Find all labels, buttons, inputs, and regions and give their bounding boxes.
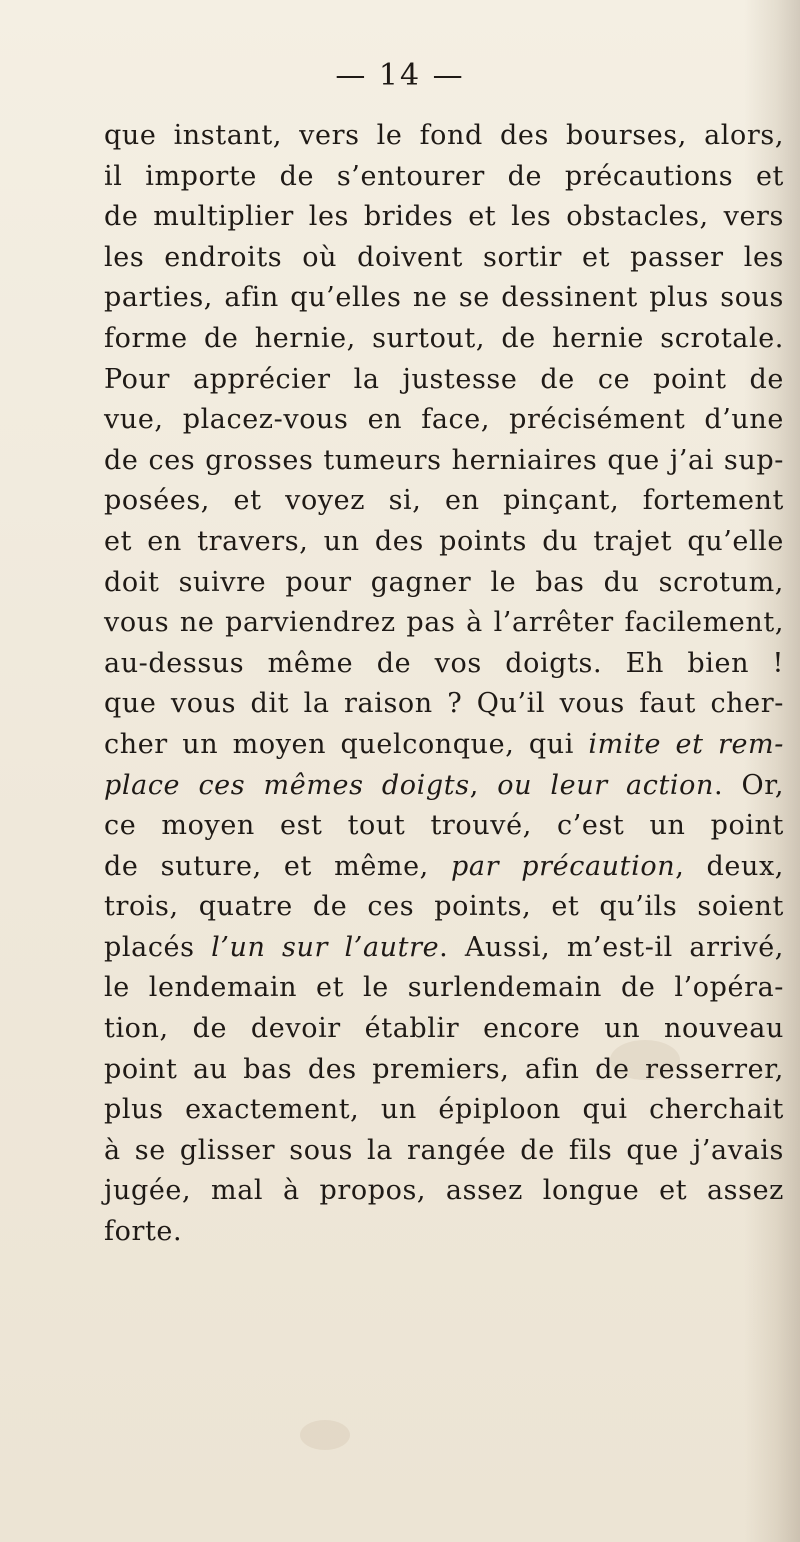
text-line <box>104 1050 784 1091</box>
text-segment: cher un moyen quelconque, qui <box>104 728 589 760</box>
text-line <box>104 481 784 522</box>
text-line <box>104 441 784 482</box>
page-number: — 14 — <box>335 58 465 93</box>
paper-stain <box>300 1420 350 1450</box>
text-line <box>104 603 784 644</box>
text-line <box>104 1171 784 1212</box>
text-line <box>104 928 784 969</box>
text-line <box>104 278 784 319</box>
text-segment: de ces grosses tumeurs herniaires que j’ai sup- <box>104 444 784 476</box>
text-segment: au-dessus même de vos doigts. Eh bien ! <box>104 647 784 679</box>
text-segment: de suture, et même, <box>104 850 452 882</box>
text-segment: , deux, <box>675 850 784 882</box>
italic-text: l’un sur l’autre <box>211 931 440 963</box>
text-line <box>104 887 784 928</box>
text-line <box>104 360 784 401</box>
text-segment: le lendemain et le surlendemain de l’opéra- <box>104 972 784 1004</box>
text-line <box>104 400 784 441</box>
text-line <box>104 522 784 563</box>
body-text <box>104 116 784 1253</box>
text-segment: tion, de devoir établir encore un nouveau <box>104 1013 784 1045</box>
text-segment: parties, afin qu’elles ne se dessinent plus sous <box>104 282 784 314</box>
text-line <box>104 684 784 725</box>
text-segment: trois, quatre de ces points, et qu’ils soient <box>104 891 784 923</box>
text-segment: vous ne parviendrez pas à l’arrêter facilement, <box>104 607 784 639</box>
text-segment: Pour apprécier la justesse de ce point de <box>104 363 784 395</box>
text-segment: , <box>469 769 498 801</box>
text-segment: il importe de s’entourer de précautions et <box>104 160 784 192</box>
text-line <box>104 116 784 157</box>
text-line <box>104 319 784 360</box>
text-segment: que instant, vers le fond des bourses, alors, <box>104 120 784 151</box>
text-segment: à se glisser sous la rangée de fils que j’avais <box>104 1134 784 1166</box>
text-line <box>104 806 784 847</box>
text-line <box>104 1131 784 1172</box>
text-line <box>104 968 784 1009</box>
text-segment: plus exactement, un épiploon qui cherchait <box>104 1094 784 1126</box>
italic-text: imite et rem- <box>588 728 784 760</box>
text-line <box>104 563 784 604</box>
text-segment: doit suivre pour gagner le bas du scrotum, <box>104 566 784 598</box>
text-segment: que vous dit la raison ? Qu’il vous faut cher- <box>104 688 784 720</box>
text-segment: placés <box>104 931 212 963</box>
text-line <box>104 1212 784 1253</box>
text-line <box>104 1090 784 1131</box>
text-segment: et en travers, un des points du trajet qu’elle <box>104 525 784 557</box>
text-line <box>104 157 784 198</box>
text-line <box>104 1009 784 1050</box>
text-line <box>104 238 784 279</box>
italic-text: ou leur action <box>497 769 715 801</box>
text-line <box>104 766 784 807</box>
italic-text: par précaution <box>451 850 676 882</box>
text-segment: les endroits où doivent sortir et passer les <box>104 241 784 273</box>
text-segment: . Or, <box>714 769 784 801</box>
text-segment: forme de hernie, surtout, de hernie scrotale. <box>104 322 784 354</box>
text-segment: de multiplier les brides et les obstacles, vers <box>104 201 784 233</box>
text-line <box>104 847 784 888</box>
italic-text: place ces mêmes doigts <box>104 769 470 801</box>
text-segment: point au bas des premiers, afin de resserrer, <box>104 1053 784 1085</box>
text-segment: posées, et voyez si, en pinçant, fortement <box>104 485 784 517</box>
text-segment: vue, placez-vous en face, précisément d’une <box>104 404 784 436</box>
text-segment: . Aussi, m’est-il arrivé, <box>439 931 784 963</box>
text-segment: forte. <box>104 1216 183 1248</box>
text-segment: jugée, mal à propos, assez longue et assez <box>104 1175 784 1207</box>
text-line <box>104 725 784 766</box>
text-line <box>104 197 784 238</box>
text-line <box>104 644 784 685</box>
text-segment: ce moyen est tout trouvé, c’est un point <box>104 810 784 842</box>
